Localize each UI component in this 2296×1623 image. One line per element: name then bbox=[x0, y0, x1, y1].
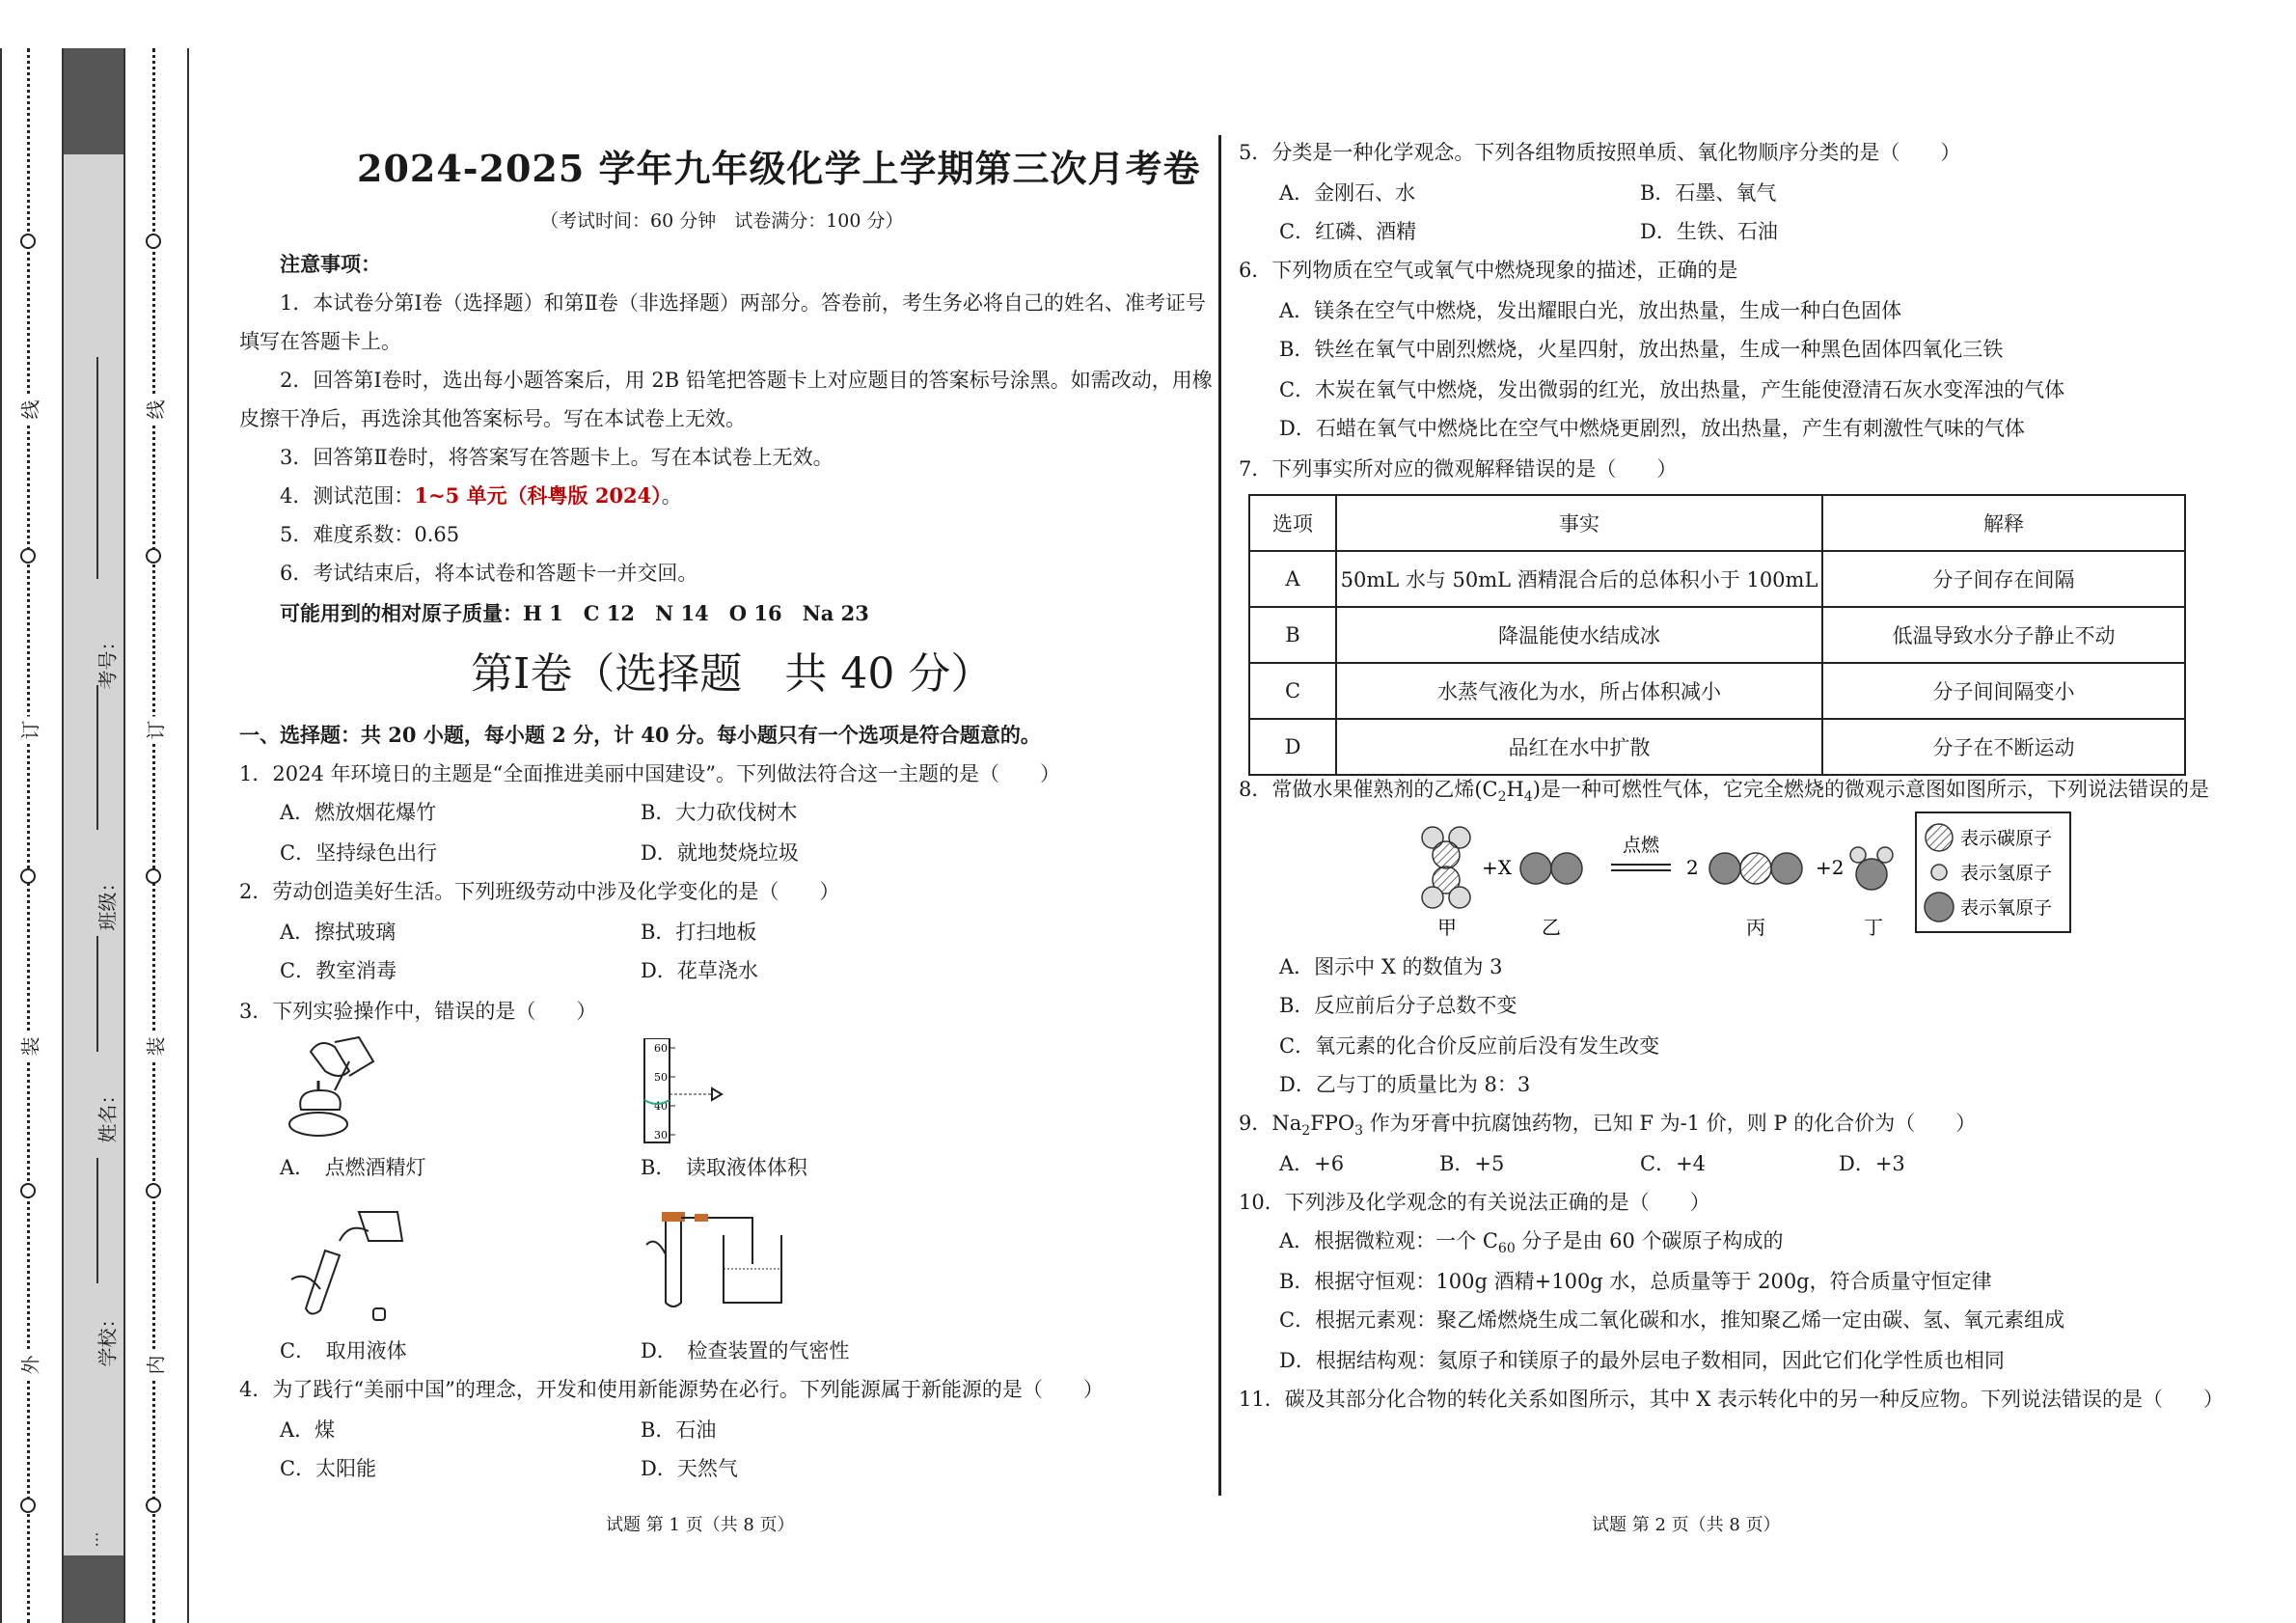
table-cell: 分子间间隔变小 bbox=[1822, 663, 2185, 719]
table-cell: 50mL 水与 50mL 酒精混合后的总体积小于 100mL bbox=[1336, 551, 1822, 607]
inner-dotted-line bbox=[152, 48, 155, 1623]
q8-stem: 8．常做水果催熟剂的乙烯$(C_2H_4)$是一种可燃性气体，它完全燃烧的微观示意图如图所示，下列说法错误的是 bbox=[1239, 778, 2209, 806]
note-3: 3．回答第Ⅱ卷时，将答案写在答题卡上。写在本试卷上无效。 bbox=[280, 446, 834, 469]
q10-stem: 10．下列涉及化学观念的有关说法正确的是（ ） bbox=[1239, 1191, 1710, 1214]
note-1: 1．本试卷分第Ⅰ卷（选择题）和第Ⅱ卷（非选择题）两部分。答卷前，考生务必将自己的姓名、准考证号 bbox=[280, 291, 1206, 315]
q9-option-c[interactable]: C．+4 bbox=[1640, 1152, 1707, 1175]
q10-option-d[interactable]: D．根据结构观：氦原子和镁原子的最外层电子数相同，因此它们化学性质也相同 bbox=[1279, 1349, 2005, 1372]
inner-mark-zhuang: 装 bbox=[139, 1033, 171, 1060]
q7-table bbox=[1248, 494, 2186, 776]
q1-option-d[interactable]: D．就地焚烧垃圾 bbox=[641, 841, 799, 865]
table-cell: D bbox=[1249, 719, 1336, 775]
q2-option-a[interactable]: A．擦拭玻璃 bbox=[280, 921, 396, 944]
footer-left: 试题 第 1 页（共 8 页） bbox=[606, 1515, 795, 1535]
inner-mark-ding: 订 bbox=[139, 717, 171, 744]
field-exam-number-label: 考号： bbox=[96, 631, 120, 690]
hole-circle bbox=[20, 234, 36, 249]
test-range: 1~5 单元（科粤版 2024） bbox=[414, 483, 662, 508]
table-row bbox=[1249, 719, 2185, 775]
outer-dotted-line bbox=[27, 48, 30, 1623]
q4-stem: 4．为了践行“美丽中国”的理念，开发和使用新能源势在必行。下列能源属于新能源的是（ ） bbox=[239, 1378, 1104, 1401]
field-name-blank[interactable] bbox=[96, 936, 98, 1052]
q5-option-b[interactable]: B．石墨、氧气 bbox=[1640, 181, 1777, 205]
label-bing: 丙 bbox=[1746, 916, 1765, 939]
gray-strip bbox=[62, 48, 123, 1623]
q2-option-c[interactable]: C．教室消毒 bbox=[280, 959, 397, 982]
q8-option-b[interactable]: B．反应前后分子总数不变 bbox=[1279, 994, 1517, 1017]
q1-stem: 1．2024 年环境日的主题是“全面推进美丽中国建设”。下列做法符合这一主题的是（ ） bbox=[239, 762, 1060, 785]
q4-option-a[interactable]: A．煤 bbox=[280, 1418, 336, 1442]
table-row bbox=[1249, 551, 2185, 607]
inner-mark-nei: 内 bbox=[139, 1352, 171, 1379]
q9-option-b[interactable]: B．+5 bbox=[1439, 1152, 1505, 1175]
section-intro: 一、选择题：共 20 小题，每小题 2 分，计 40 分。每小题只有一个选项是符合题意的。 bbox=[239, 723, 1041, 747]
outer-mark-line: 线 bbox=[14, 397, 45, 424]
q10-option-b[interactable]: B．根据守恒观：100g 酒精+100g 水，总质量等于 200g，符合质量守恒定律 bbox=[1279, 1270, 1992, 1293]
label-yi: 乙 bbox=[1542, 916, 1561, 939]
exam-title: 2024-2025 学年九年级化学上学期第三次月考卷 bbox=[357, 147, 1201, 190]
q2-stem: 2．劳动创造美好生活。下列班级劳动中涉及化学变化的是（ ） bbox=[239, 880, 840, 903]
table-cell: C bbox=[1249, 663, 1336, 719]
hole-circle bbox=[20, 868, 36, 884]
table-cell: 分子间存在间隔 bbox=[1822, 551, 2185, 607]
q3-option-c[interactable]: C． 取用液体 bbox=[280, 1339, 407, 1362]
q4-option-b[interactable]: B．石油 bbox=[641, 1418, 717, 1442]
q5-option-d[interactable]: D．生铁、石油 bbox=[1640, 220, 1778, 243]
cyl-tick-60: 60 bbox=[654, 1042, 668, 1055]
section-title: 第Ⅰ卷（选择题 共 40 分） bbox=[471, 649, 994, 699]
outer-mark-wai: 外 bbox=[14, 1352, 45, 1379]
note-6: 6．考试结束后，将本试卷和答题卡一并交回。 bbox=[280, 562, 698, 585]
legend-carbon: 表示碳原子 bbox=[1960, 828, 2053, 849]
note-5: 5．难度系数：0.65 bbox=[280, 523, 460, 546]
label-jia: 甲 bbox=[1437, 916, 1457, 939]
q3-option-d[interactable]: D． 检查装置的气密性 bbox=[641, 1339, 850, 1362]
q8-option-c[interactable]: C．氧元素的化合价反应前后没有发生改变 bbox=[1279, 1034, 1660, 1058]
q9-option-d[interactable]: D．+3 bbox=[1839, 1152, 1905, 1175]
col-header-explanation: 解释 bbox=[1822, 495, 2185, 551]
pouring-liquid-figure bbox=[282, 1202, 426, 1328]
q8-option-a[interactable]: A．图示中 X 的数值为 3 bbox=[1279, 955, 1503, 978]
exam-subtitle: （考试时间：60 分钟 试卷满分：100 分） bbox=[540, 210, 904, 232]
cyl-tick-30: 30 bbox=[654, 1129, 668, 1142]
hole-circle bbox=[146, 1498, 161, 1513]
q9-stem: 9．$Na_2FPO_3$ 作为牙膏中抗腐蚀药物，已知 F 为-1 价，则 P 的化合价为（ ） bbox=[1239, 1112, 1977, 1140]
cyl-tick-40: 40 bbox=[654, 1100, 668, 1113]
q6-option-a[interactable]: A．镁条在空气中燃烧，发出耀眼白光，放出热量，生成一种白色固体 bbox=[1279, 299, 1902, 322]
q3-option-a[interactable]: A． 点燃酒精灯 bbox=[280, 1156, 426, 1179]
legend-hydrogen: 表示氢原子 bbox=[1960, 863, 2053, 884]
page-divider bbox=[1218, 135, 1221, 1496]
condition-ignite: 点燃 bbox=[1623, 835, 1660, 856]
hole-circle bbox=[146, 548, 161, 564]
q6-option-b[interactable]: B．铁丝在氧气中剧烈燃烧，火星四射，放出热量，生成一种黑色固体四氧化三铁 bbox=[1279, 338, 2004, 361]
col-header-option: 选项 bbox=[1249, 495, 1336, 551]
label-ding: 丁 bbox=[1864, 916, 1883, 939]
q5-stem: 5．分类是一种化学观念。下列各组物质按照单质、氧化物顺序分类的是（ ） bbox=[1239, 141, 1961, 164]
q4-option-c[interactable]: C．太阳能 bbox=[280, 1457, 377, 1480]
q3-option-b[interactable]: B． 读取液体体积 bbox=[641, 1156, 807, 1179]
cyl-tick-50: 50 bbox=[654, 1071, 668, 1084]
outer-mark-ding: 订 bbox=[14, 717, 45, 744]
q2-option-b[interactable]: B．打扫地板 bbox=[641, 921, 757, 944]
coef-2: 2 bbox=[1686, 856, 1699, 879]
q10-option-a[interactable]: A．根据微粒观：一个 $C_{60}$ 分子是由 60 个碳原子构成的 bbox=[1279, 1229, 1784, 1257]
graduated-cylinder-figure bbox=[637, 1038, 733, 1144]
table-row bbox=[1249, 607, 2185, 663]
field-school-blank[interactable] bbox=[96, 1158, 98, 1283]
field-name-label: 姓名： bbox=[96, 1085, 120, 1143]
field-school-label: 学校： bbox=[96, 1308, 120, 1367]
note-2: 2．回答第Ⅰ卷时，选出每小题答案后，用 2B 铅笔把答题卡上对应题目的答案标号涂黑。如需改动，用橡 bbox=[280, 369, 1213, 392]
plus-x: +X bbox=[1482, 856, 1512, 879]
inner-mark-line: 线 bbox=[139, 397, 171, 424]
atomic-masses: 可能用到的相对原子质量：H 1 C 12 N 14 O 16 Na 23 bbox=[280, 601, 869, 625]
q8-reaction-figure bbox=[1418, 809, 2084, 944]
plus-2: +2 bbox=[1816, 856, 1845, 879]
q1-option-a[interactable]: A．燃放烟花爆竹 bbox=[280, 801, 437, 824]
table-row bbox=[1249, 663, 2185, 719]
hole-circle bbox=[20, 1498, 36, 1513]
q5-option-c[interactable]: C．红磷、酒精 bbox=[1279, 220, 1417, 243]
table-header-row bbox=[1249, 495, 2185, 551]
table-cell: A bbox=[1249, 551, 1336, 607]
hole-circle bbox=[20, 1183, 36, 1198]
q4-option-d[interactable]: D．天然气 bbox=[641, 1457, 738, 1480]
field-class-label: 班级： bbox=[96, 872, 120, 931]
airtightness-figure bbox=[637, 1206, 791, 1312]
hole-circle bbox=[146, 1183, 161, 1198]
note-4: 4．测试范围：1~5 单元（科粤版 2024）。 bbox=[280, 483, 682, 508]
notes-heading: 注意事项： bbox=[280, 252, 381, 276]
footer-right: 试题 第 2 页（共 8 页） bbox=[1592, 1515, 1781, 1535]
hole-circle bbox=[20, 548, 36, 564]
field-class-blank[interactable] bbox=[96, 685, 98, 830]
q8-option-d[interactable]: D．乙与丁的质量比为 8：3 bbox=[1279, 1073, 1531, 1096]
binding-margin bbox=[0, 48, 189, 1623]
q7-stem: 7．下列事实所对应的微观解释错误的是（ ） bbox=[1239, 457, 1678, 481]
note-1-cont: 填写在答题卡上。 bbox=[239, 330, 401, 353]
table-cell: B bbox=[1249, 607, 1336, 663]
q2-option-d[interactable]: D．花草浇水 bbox=[641, 959, 758, 982]
bottom-mark: … bbox=[83, 1531, 102, 1548]
q6-option-c[interactable]: C．木炭在氧气中燃烧，发出微弱的红光，放出热量，产生能使澄清石灰水变浑浊的气体 bbox=[1279, 378, 2065, 401]
q11-stem: 11．碳及其部分化合物的转化关系如图所示，其中 X 表示转化中的另一种反应物。下列说法错误的是（ ） bbox=[1239, 1388, 2225, 1411]
table-cell: 低温导致水分子静止不动 bbox=[1822, 607, 2185, 663]
q3-stem: 3．下列实验操作中，错误的是（ ） bbox=[239, 1000, 597, 1023]
note-2-cont: 皮擦干净后，再选涂其他答案标号。写在本试卷上无效。 bbox=[239, 407, 746, 430]
table-cell: 分子在不断运动 bbox=[1822, 719, 2185, 775]
alcohol-lamp-figure bbox=[282, 1032, 388, 1148]
binding-border-left bbox=[0, 48, 2, 1623]
q6-stem: 6．下列物质在空气或氧气中燃烧现象的描述，正确的是 bbox=[1239, 259, 1738, 282]
hole-circle bbox=[146, 868, 161, 884]
legend-oxygen: 表示氧原子 bbox=[1960, 897, 2053, 919]
q1-option-b[interactable]: B．大力砍伐树木 bbox=[641, 801, 798, 824]
q5-option-a[interactable]: A．金刚石、水 bbox=[1279, 181, 1416, 205]
table-cell: 品红在水中扩散 bbox=[1336, 719, 1822, 775]
q9-option-a[interactable]: A．+6 bbox=[1279, 1152, 1345, 1175]
hole-circle bbox=[146, 234, 161, 249]
field-exam-number-blank[interactable] bbox=[96, 357, 98, 579]
outer-mark-zhuang: 装 bbox=[14, 1033, 45, 1060]
q1-option-c[interactable]: C．坚持绿色出行 bbox=[280, 841, 438, 865]
q6-option-d[interactable]: D．石蜡在氧气中燃烧比在空气中燃烧更剧烈，放出热量，产生有刺激性气味的气体 bbox=[1279, 417, 2025, 440]
table-cell: 降温能使水结成冰 bbox=[1336, 607, 1822, 663]
q10-option-c[interactable]: C．根据元素观：聚乙烯燃烧生成二氧化碳和水，推知聚乙烯一定由碳、氢、氧元素组成 bbox=[1279, 1308, 2065, 1332]
col-header-fact: 事实 bbox=[1336, 495, 1822, 551]
table-cell: 水蒸气液化为水，所占体积减小 bbox=[1336, 663, 1822, 719]
